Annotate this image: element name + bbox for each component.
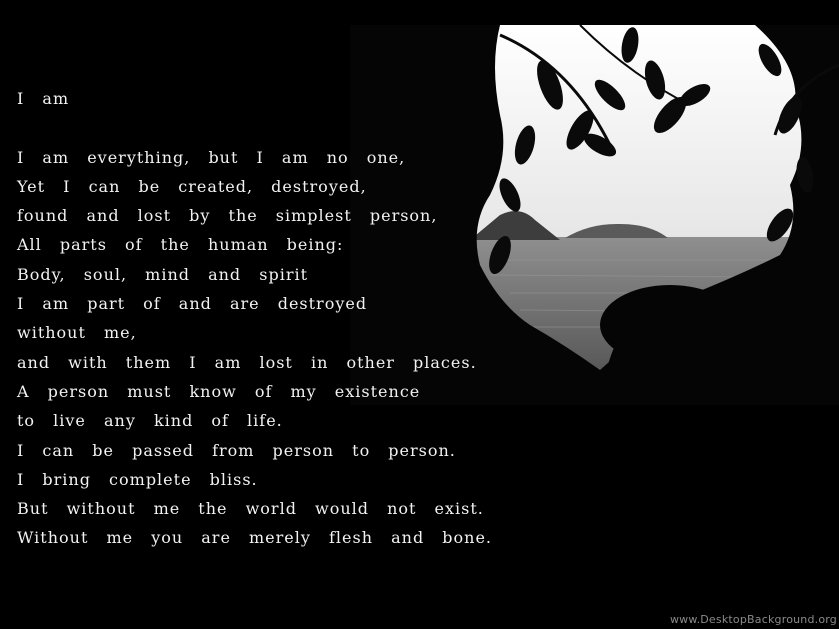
- poem-line-9: A person must know of my existence: [17, 381, 421, 401]
- poem-line-14: Without me you are merely flesh and bone.: [17, 528, 493, 548]
- poem-line-5: Body, soul, mind and spirit: [17, 264, 309, 284]
- poem: [17, 84, 492, 553]
- poem-line-8: and with them I am lost in other places.: [17, 352, 477, 372]
- poem-line-6: I am part of and are destroyed: [17, 294, 368, 314]
- poem-blank-line: [17, 113, 492, 142]
- poem-title: I am: [17, 89, 70, 108]
- poem-line-12: I bring complete bliss.: [17, 469, 258, 489]
- poem-line-1: I am everything, but I am no one,: [17, 147, 406, 167]
- poem-line-13: But without me the world would not exist.: [17, 499, 484, 519]
- watermark: www.DesktopBackground.org: [669, 613, 837, 626]
- poem-line-2: Yet I can be created, destroyed,: [17, 176, 367, 196]
- poem-line-11: I can be passed from person to person.: [17, 440, 456, 460]
- poem-line-4: All parts of the human being:: [17, 235, 344, 255]
- poem-line-7: without me,: [17, 323, 137, 343]
- poem-line-10: to live any kind of life.: [17, 411, 283, 431]
- poem-line-3: found and lost by the simplest person,: [17, 206, 438, 226]
